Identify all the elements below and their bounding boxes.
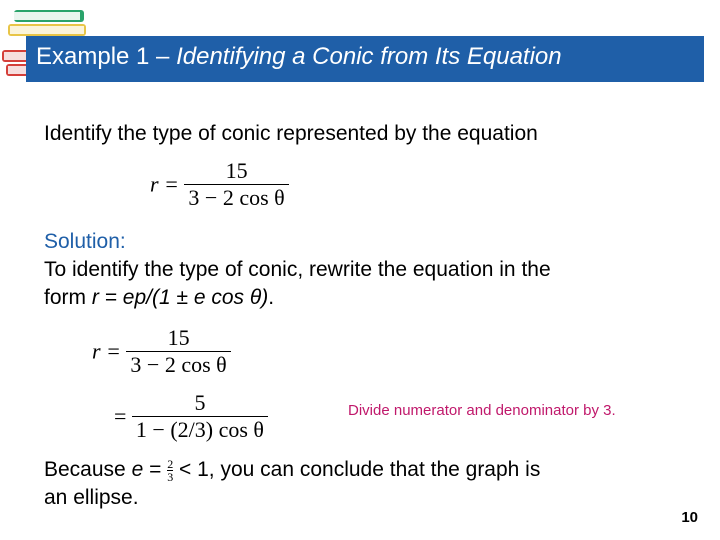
eq2-row1-denominator: 3 − 2 cos θ bbox=[130, 352, 227, 377]
conclusion-pre: Because bbox=[44, 458, 132, 481]
conclusion-e: e bbox=[131, 458, 144, 481]
solution-line-2 bbox=[44, 284, 274, 312]
eq2-row2-numerator: 5 bbox=[132, 390, 268, 417]
equation-1 bbox=[150, 158, 289, 211]
equation-2-row-2 bbox=[114, 390, 268, 443]
conclusion-line-2: an ellipse. bbox=[44, 486, 139, 509]
solution-line-1: To identify the type of conic, rewrite the equation in the bbox=[44, 258, 551, 281]
eq2-row1-numerator: 15 bbox=[126, 325, 230, 352]
eq2-row2-denominator: 1 − (2/3) cos θ bbox=[135, 417, 264, 442]
annotation-text: Divide numerator and denominator by 3. bbox=[348, 402, 616, 419]
eq1-fraction bbox=[184, 158, 288, 211]
title-prefix: Example 1 – bbox=[36, 43, 177, 70]
slide-title bbox=[36, 43, 562, 71]
eq2-row1-lhs: r = bbox=[92, 338, 121, 364]
conclusion-eq: = bbox=[143, 458, 168, 481]
conclusion-line-1 bbox=[44, 456, 540, 484]
solution-label: Solution: bbox=[44, 230, 126, 253]
solution-form: r = ep/(1 ± e cos θ) bbox=[91, 286, 269, 309]
conclusion-frac-den: 3 bbox=[167, 469, 174, 484]
solution-line-2-pre: form bbox=[44, 286, 92, 309]
equation-2-row-1 bbox=[92, 325, 231, 378]
page-number: 10 bbox=[681, 509, 698, 526]
eq2-row2-lhs: = bbox=[114, 403, 127, 429]
eq2-row2-fraction bbox=[132, 390, 268, 443]
title-italic: Identifying a Conic from Its Equation bbox=[176, 43, 562, 70]
eq1-denominator: 3 − 2 cos θ bbox=[188, 185, 285, 210]
eq2-row1-fraction bbox=[126, 325, 230, 378]
eq1-lhs: r = bbox=[150, 171, 179, 197]
conclusion-frac-num: 2 bbox=[167, 456, 174, 471]
prompt-text: Identify the type of conic represented by the equation bbox=[44, 122, 538, 145]
solution-line-2-post: . bbox=[268, 286, 275, 309]
eq1-numerator: 15 bbox=[184, 158, 288, 185]
conclusion-post: < 1, you can conclude that the graph is bbox=[173, 458, 541, 481]
